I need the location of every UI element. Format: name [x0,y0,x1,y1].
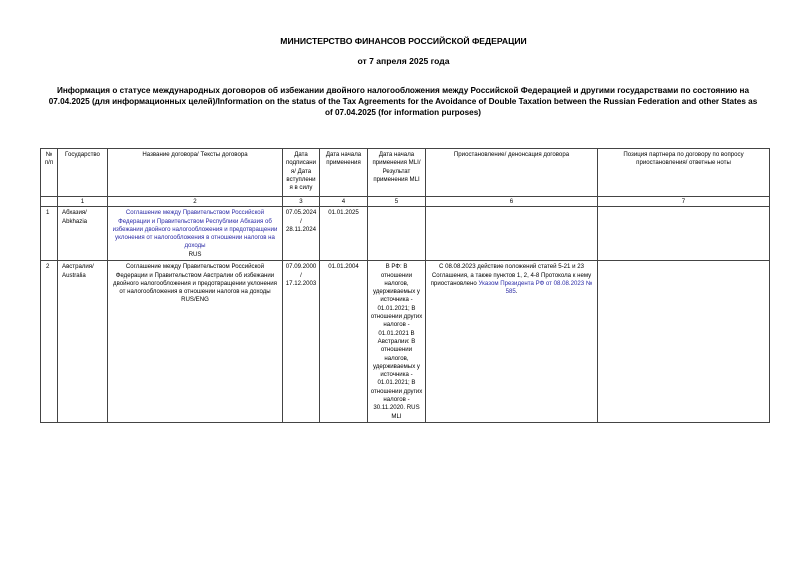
column-header-agreement: Название договора/ Тексты договора [108,149,283,197]
column-number: 7 [598,197,770,207]
column-header-signed: Дата подписания/ Дата вступления в силу [283,149,320,197]
row-agreement-cell [108,207,283,261]
column-header-partner: Позиция партнера по договору по вопросу приостановления/ ответные ноты [598,149,770,197]
row-applied: 01.01.2004 [320,261,368,423]
presidential-decree-link[interactable]: Указом Президента РФ от 08.08.2023 № 585 [478,279,593,296]
agreement-link[interactable]: Соглашение между Правительством Российской Федерации и Правительством Республики Абхазия об избежании двойного налогообложения и предотвращении уклонения от налогообложения в отношении налогов на доходы [112,209,278,250]
column-header-number: № п/п [41,149,58,197]
row-state: Австралия/ Australia [58,261,108,423]
column-number: 6 [426,197,598,207]
document-date: от 7 апреля 2025 года [357,56,450,66]
column-number: 1 [58,197,108,207]
column-header-suspension: Приостановление/ денонсация договора [426,149,598,197]
column-numbers-row [41,197,770,207]
column-number: 4 [320,197,368,207]
table-row [41,207,770,261]
row-mli: В РФ: В отношении налогов, удерживаемых у источника - 01.01.2021; В отношении других налогов - 01.01.2021 В Австралии: В отношении налогов, удерживаемых у источника - 01.01.2021; В отношении других налогов - 30.11.2020. RUS MLI [368,261,426,423]
suspension-end: . [515,288,518,296]
table-header-row [41,149,770,197]
row-partner [598,261,770,423]
row-applied: 01.01.2025 [320,207,368,261]
document-title: Информация о статусе международных договоров об избежании двойного налогообложения между Российской Федерацией и другими государствами по состоянию на 07.04.2025 (для информационных целей)/Information on the status of the Tax Agreements for the Avoidance of Double Taxation between the Russian Federation and other States as of 07.04.2025 (for information purposes) [48,86,758,117]
ministry-name: МИНИСТЕРСТВО ФИНАНСОВ РОССИЙСКОЙ ФЕДЕРАЦИИ [280,36,527,46]
row-signed: 07.09.2000/ 17.12.2003 [283,261,320,423]
row-suspension [426,207,598,261]
row-signed: 07.05.2024/ 28.11.2024 [283,207,320,261]
column-header-mli: Дата начала применения MLI/ Результат применения MLI [368,149,426,197]
agreement-texts: RUS [188,250,202,258]
agreement-texts: RUS/ENG [181,296,209,304]
column-number: 3 [283,197,320,207]
column-number: 5 [368,197,426,207]
table-row [41,261,770,423]
row-agreement-cell [108,261,283,423]
row-mli [368,207,426,261]
row-number: 2 [41,261,58,423]
suspension-text: С 08.08.2023 действие положений статей 5-21 и 23 Соглашения, а также пунктов 1, 2, 4-8 Протокола к нему приостановлено [430,263,592,287]
column-header-applied: Дата начала применения [320,149,368,197]
row-partner [598,207,770,261]
row-suspension [426,261,598,423]
agreement-name: Соглашение между Правительством Российской Федерации и Правительством Австралии об избежании двойного налогообложения и предотвращении уклонения от налогообложения в отношении налогов на доходы [113,263,277,296]
column-number: 2 [108,197,283,207]
treaty-status-table [40,148,770,423]
row-number: 1 [41,207,58,261]
row-state: Абхазия/ Abkhazia [58,207,108,261]
column-header-state: Государство [58,149,108,197]
